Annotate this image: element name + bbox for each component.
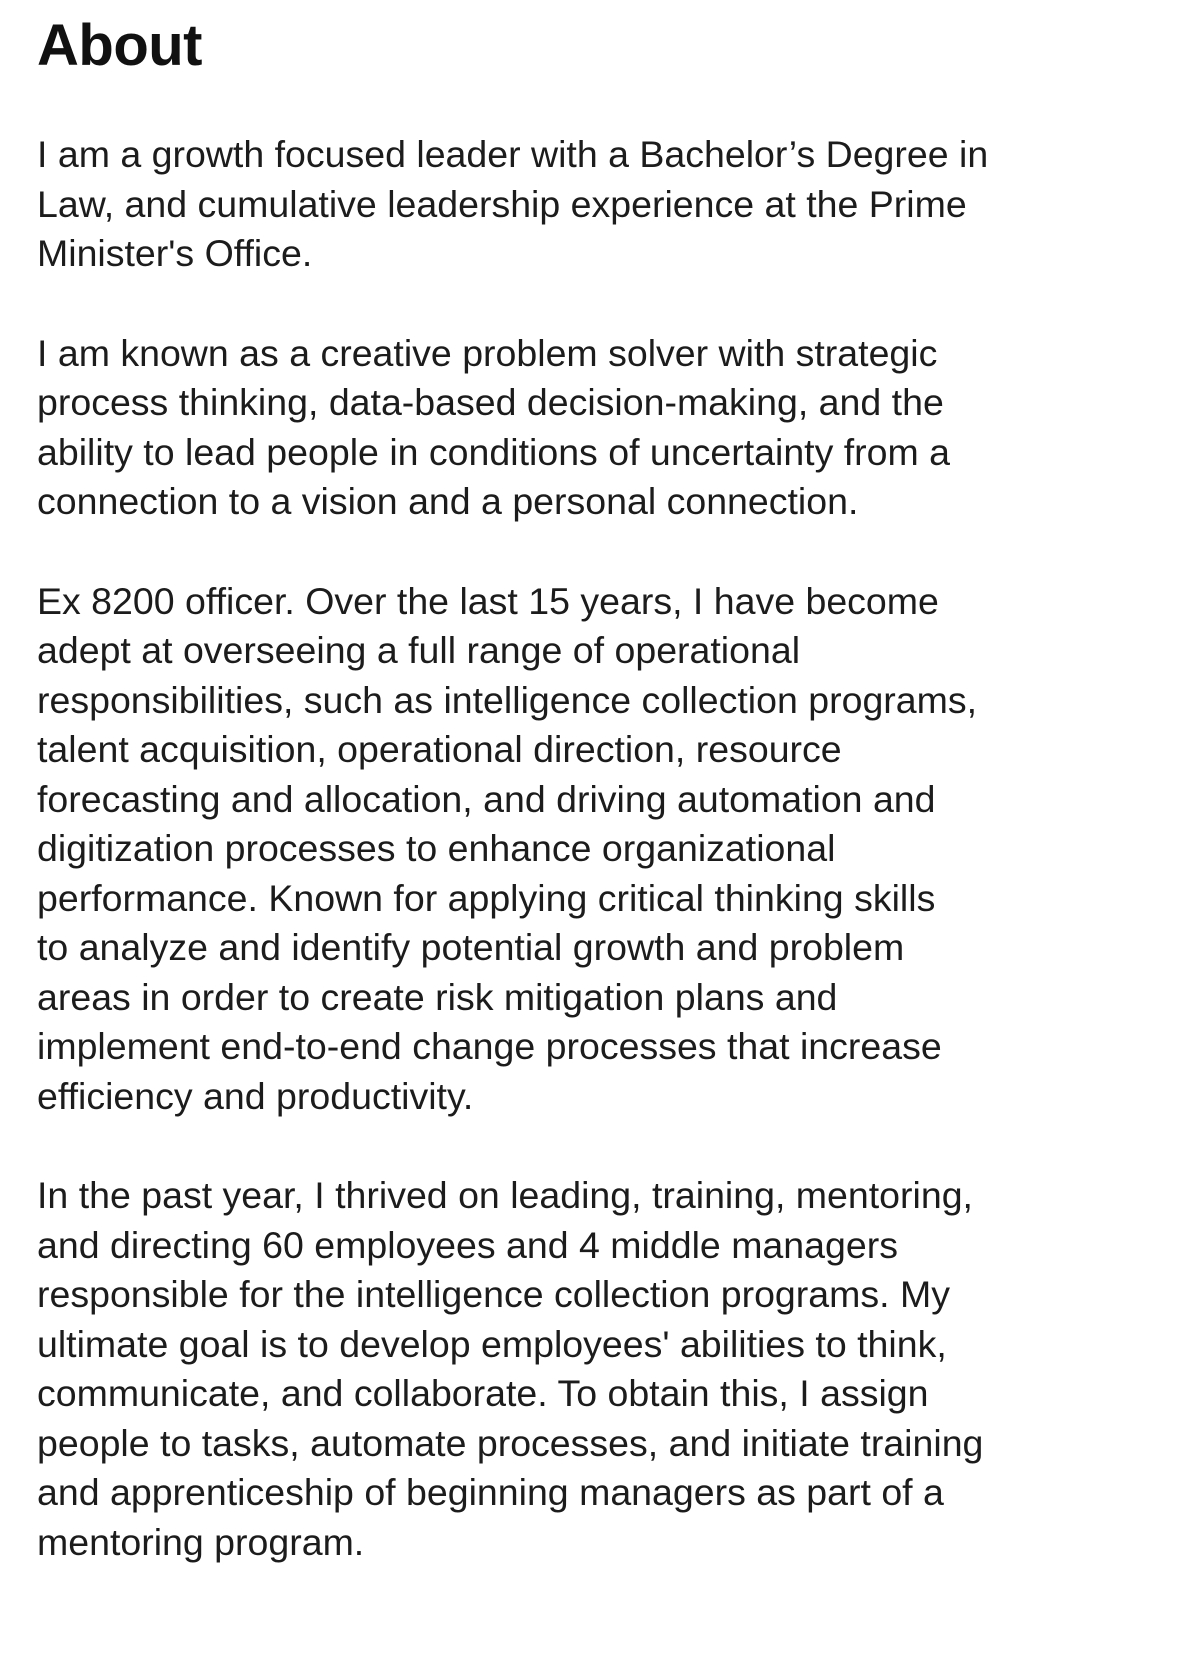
about-paragraph-3: Ex 8200 officer. Over the last 15 years, I have become adept at overseeing a full range of operational responsibilities, such as intelligence collection programs, talent acquisition, operational direction, resource forecasting and allocation, and driving automation and digitization processes to enhance organizational performance. Known for applying critical thinking skills to analyze and identify potential growth and problem areas in order to create risk mitigation plans and implement end-to-end change processes that increase efficiency and productivity. [37,579,978,1117]
about-section [37,14,1162,1617]
about-heading: About [37,13,202,78]
about-body [37,130,1162,1567]
about-paragraph-1: I am a growth focused leader with a Bachelor’s Degree in Law, and cumulative leadership experience at the Prime Minister's Office. [37,133,989,274]
about-paragraph-4: In the past year, I thrived on leading, training, mentoring, and directing 60 employees and 4 middle managers responsible for the intelligence collection programs. My ultimate goal is to develop employees' abilities to think, communicate, and collaborate. To obtain this, I assign people to tasks, automate processes, and initiate training and apprenticeship of beginning managers as part of a mentoring program. [37,1174,984,1563]
about-paragraph-2: I am known as a creative problem solver with strategic process thinking, data-based decision-making, and the ability to lead people in conditions of uncertainty from a connection to a vision and a personal connection. [37,331,951,522]
